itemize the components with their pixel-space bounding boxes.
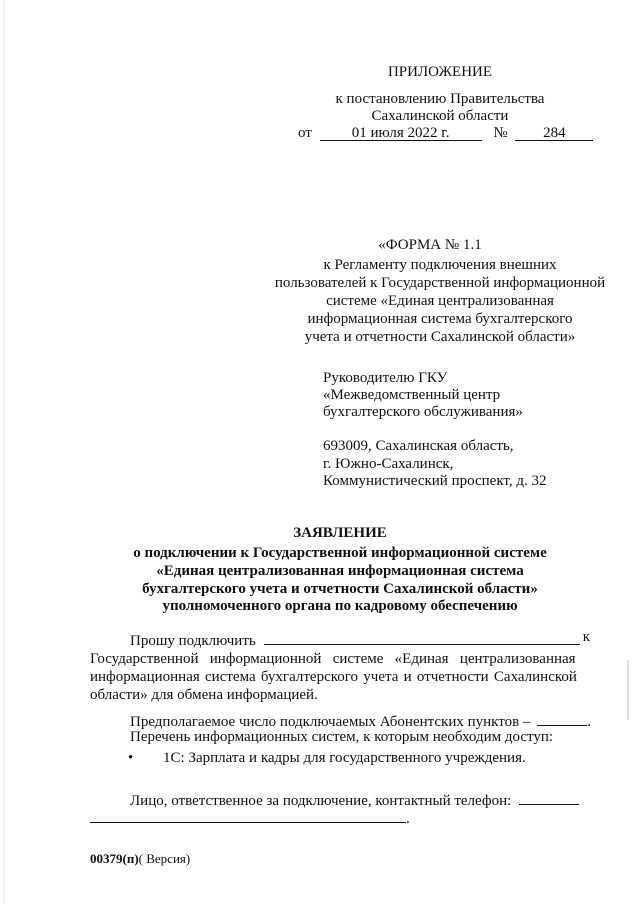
- request-prefix: Прошу подключить: [130, 633, 256, 649]
- statement-subtitle-1: о подключении к Государственной информационной системе: [133, 545, 547, 561]
- document-version: ( Версия): [138, 851, 191, 866]
- addressee-line-1: Руководителю ГКУ: [323, 370, 448, 386]
- decree-line-1: к постановлению Правительства: [335, 91, 545, 107]
- form-title: «ФОРМА № 1.1: [378, 237, 482, 253]
- address-line-3: Коммунистический проспект, д. 32: [323, 473, 547, 489]
- request-row: [130, 628, 590, 650]
- address-line-2: г. Южно-Сахалинск,: [323, 456, 454, 472]
- responsible-line-2: [90, 806, 410, 828]
- request-line-2: Государственной информационной системе «Единая централизованная: [90, 651, 576, 667]
- points-end: .: [587, 714, 591, 730]
- decree-date-row: [298, 124, 593, 142]
- statement-subtitle-2: «Единая централизованная информационная система: [156, 563, 524, 579]
- address-line-1: 693009, Сахалинская область,: [323, 438, 514, 454]
- addressee-line-3: бухгалтерского обслуживания»: [323, 404, 523, 420]
- statement-subtitle-3: бухгалтерского учета и отчетности Сахалинской области»: [142, 581, 538, 597]
- request-line-4: области» для обмена информацией.: [90, 687, 318, 703]
- statement-title: ЗАЯВЛЕНИЕ: [293, 525, 387, 541]
- statement-subtitle-4: уполномоченного органа по кадровому обеспечению: [162, 598, 518, 614]
- document-code: 00379(п): [90, 851, 139, 866]
- responsible-text: Лицо, ответственное за подключение, контактный телефон:: [130, 793, 512, 809]
- points-blank: [537, 709, 587, 726]
- number-label: №: [493, 125, 508, 141]
- form-regulation-line-4: информационная система бухгалтерского: [307, 311, 573, 327]
- request-suffix: к: [582, 629, 590, 645]
- decree-number: 284: [515, 124, 593, 141]
- appendix-title: ПРИЛОЖЕНИЕ: [387, 64, 493, 80]
- systems-text: Перечень информационных систем, к которым необходим доступ:: [130, 729, 554, 745]
- responsible-blank: [90, 806, 406, 823]
- form-regulation-line-2: пользователей к Государственной информационной: [274, 275, 606, 291]
- points-text: Предполагаемое число подключаемых Абонентских пунктов –: [130, 714, 531, 730]
- request-line-3: информационная система бухгалтерского учета и отчетности Сахалинской: [90, 669, 577, 685]
- footer-code: [90, 850, 190, 868]
- form-regulation-line-5: учета и отчетности Сахалинской области»: [304, 329, 576, 345]
- decree-line-2: Сахалинской области: [371, 108, 509, 124]
- from-label: от: [298, 125, 312, 141]
- organization-blank: [264, 628, 580, 645]
- system-item: [128, 749, 526, 767]
- system-item-text: 1С: Зарплата и кадры для государственного учреждения.: [163, 750, 526, 766]
- form-regulation-line-3: системе «Единая централизованная: [326, 293, 554, 309]
- phone-blank: [519, 788, 579, 805]
- addressee-line-2: «Межведомственный центр: [323, 387, 501, 403]
- bullet: •: [128, 750, 134, 766]
- decree-date: 01 июля 2022 г.: [320, 124, 482, 141]
- form-regulation-line-1: к Регламенту подключения внешних: [323, 257, 557, 273]
- responsible-end: .: [406, 811, 410, 827]
